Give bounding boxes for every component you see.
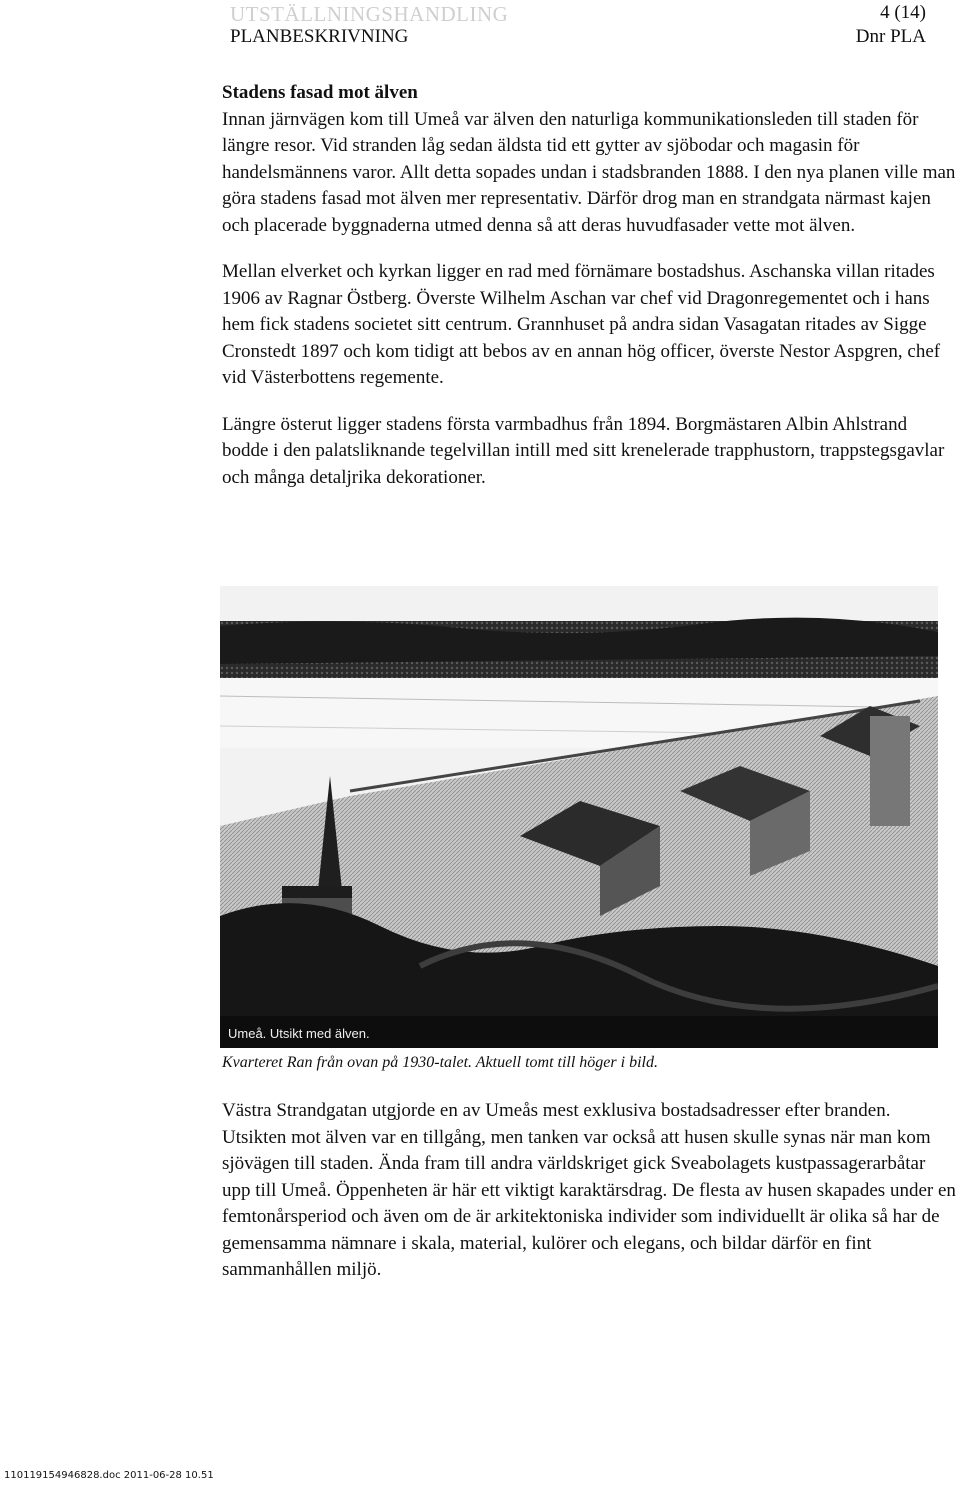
paragraph-villas: Mellan elverket och kyrkan ligger en rad med förnämare bostadshus. Aschanska villan ritades 1906 av Ragnar Östberg. Överste Wilhelm Aschan var chef vid Dragonregementet och i hans hem fick stadens societet sitt centrum. Grannhuset på andra sidan Vasagatan ritades av Sigge Cronstedt 1897 och kom tidigt att bebos av en annan hög officer, överste Nestor Aspgren, chef vid Västerbottens regemente. [222, 261, 941, 388]
watermark-label: UTSTÄLLNINGSHANDLING [230, 2, 509, 26]
paragraph-strandgatan: Västra Strandgatan utgjorde en av Umeås mest exklusiva bostadsadresser efter branden. Utsikten mot älven var en tillgång, men tanken var också att husen skulle synas när man kom sjövägen till staden. Ända fram till andra världskriget gick Sveabolagets kustpassagerarbåtar upp till Umeå. Öppenheten är här ett viktigt karaktärsdrag. De flesta av husen skapades under en femtonårsperiod och även om de är arkitektoniska individer som individuellt är olika så har de gemensamma nämnare i skala, material, kulörer och elegans, och bildar därför en fint sammanhållen miljö. [222, 1100, 956, 1280]
photo-inscription: Umeå. Utsikt med älven. [228, 1026, 370, 1041]
diary-number: Dnr PLA [855, 26, 926, 47]
document-type: PLANBESKRIVNING [230, 26, 409, 47]
section-heading: Stadens fasad mot älven [222, 82, 418, 103]
paragraph-bathhouse: Längre österut ligger stadens första varmbadhus från 1894. Borgmästaren Albin Ahlstrand bodde i den palatsliknande tegelvillan intill med sitt krenelerade trapphustorn, trappstegsgavlar och många detaljrika dekorationer. [222, 413, 945, 488]
file-footer: 110119154946828.doc 2011-06-28 10.51 [4, 1470, 214, 1481]
section-strandgatan [222, 1098, 958, 1304]
section-river-facade [222, 80, 958, 511]
paragraph-intro: Innan järnvägen kom till Umeå var älven den naturliga kommunikationsleden till staden för längre resor. Vid stranden låg sedan äldsta tid ett gytter av sjöbodar och magasin för handelsmännens varor. Allt detta sopades undan i stadsbranden 1888. I den nya planen ville man göra stadens fasad mot älven mer representativ. Därför drog man en strandgata närmast kajen och placerade byggnaderna utmed denna så att deras huvudfasader vette mot älven. [222, 108, 956, 236]
historic-photo [220, 586, 938, 1048]
page-number: 4 (14) [880, 2, 926, 23]
photo-illustration [220, 586, 938, 1048]
photo-caption: Kvarteret Ran från ovan på 1930-talet. Aktuell tomt till höger i bild. [222, 1054, 658, 1071]
